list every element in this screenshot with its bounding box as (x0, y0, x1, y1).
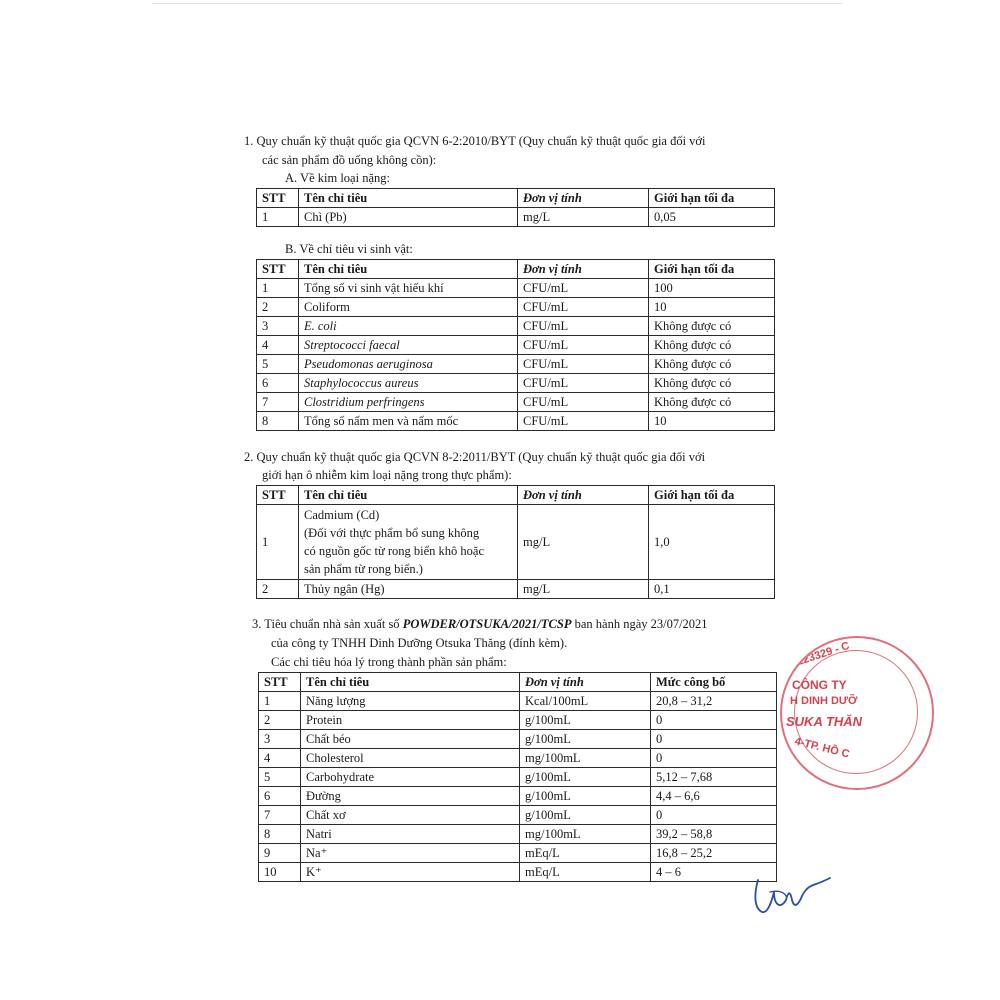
cell-name-line: Cadmium (Cd) (304, 508, 380, 522)
cell-name: K⁺ (301, 863, 520, 882)
table-row (259, 768, 777, 787)
standard-code: POWDER/OTSUKA/2021/TCSP (402, 617, 572, 631)
cell-name: Chì (Pb) (299, 208, 518, 227)
table-row (257, 298, 775, 317)
cell-stt: 1 (259, 692, 301, 711)
cell-limit: Không được có (649, 336, 775, 355)
header-name: Tên chỉ tiêu (299, 486, 518, 505)
seal-text-bottom: 4-TP. HỒ C (793, 735, 851, 761)
cell-limit: 10 (649, 298, 775, 317)
table-row (259, 692, 777, 711)
cell-stt: 7 (257, 393, 299, 412)
section1-intro-line1: 1. Quy chuẩn kỹ thuật quốc gia QCVN 6-2:2010/BYT (Quy chuẩn kỹ thuật quốc gia đối với (244, 134, 706, 148)
seal-text-name1: H DINH DƯỠ (790, 695, 858, 707)
cell-limit: Không được có (649, 393, 775, 412)
cell-stt: 4 (257, 336, 299, 355)
cell-name: Coliform (299, 298, 518, 317)
table-row (259, 787, 777, 806)
cell-unit: g/100mL (520, 730, 651, 749)
table-row (259, 806, 777, 825)
table-row (257, 336, 775, 355)
header-limit: Giới hạn tối đa (649, 486, 775, 505)
table-header-row (257, 189, 775, 208)
cell-limit: Không được có (649, 317, 775, 336)
cell-name: Thủy ngân (Hg) (299, 580, 518, 599)
cell-limit: Không được có (649, 355, 775, 374)
cell-name: E. coli (299, 317, 518, 336)
header-limit: Giới hạn tối đa (649, 260, 775, 279)
cell-declared: 4,4 – 6,6 (651, 787, 777, 806)
signature-initials (752, 870, 832, 922)
cell-stt: 4 (259, 749, 301, 768)
cell-unit: CFU/mL (518, 298, 649, 317)
cell-stt: 1 (257, 208, 299, 227)
physicochemical-table (258, 672, 777, 882)
cell-limit: 100 (649, 279, 775, 298)
cell-unit: mg/L (518, 580, 649, 599)
cell-name: Carbohydrate (301, 768, 520, 787)
cell-stt: 5 (259, 768, 301, 787)
section3-intro-prefix: 3. Tiêu chuẩn nhà sản xuất số (252, 617, 403, 631)
section1-intro-line2: các sản phẩm đồ uống không cồn): (262, 153, 437, 167)
cell-unit: g/100mL (520, 787, 651, 806)
cell-name: Na⁺ (301, 844, 520, 863)
table-row (257, 580, 775, 599)
cell-unit: CFU/mL (518, 374, 649, 393)
cell-stt: 6 (257, 374, 299, 393)
cell-stt: 2 (257, 298, 299, 317)
cell-name: Natri (301, 825, 520, 844)
cell-stt: 1 (257, 505, 299, 580)
cell-unit: mEq/L (520, 844, 651, 863)
cell-limit: 0,05 (649, 208, 775, 227)
table-row (259, 863, 777, 882)
table-row (259, 749, 777, 768)
cell-limit: 10 (649, 412, 775, 431)
table-row (257, 374, 775, 393)
table-row (257, 279, 775, 298)
table-row (259, 825, 777, 844)
cell-unit: mg/100mL (520, 749, 651, 768)
cell-declared: 0 (651, 806, 777, 825)
cell-declared: 16,8 – 25,2 (651, 844, 777, 863)
cell-unit: g/100mL (520, 768, 651, 787)
table-row (259, 711, 777, 730)
subsection-b-title: B. Về chỉ tiêu vi sinh vật: (285, 242, 413, 256)
cell-stt: 2 (259, 711, 301, 730)
table-row (257, 393, 775, 412)
seal-inner-ring (794, 650, 918, 774)
cell-stt: 3 (257, 317, 299, 336)
subsection-a-title: A. Về kim loại nặng: (285, 171, 390, 185)
cell-name-line: có nguồn gốc từ rong biển khô hoặc (304, 544, 484, 558)
cell-unit: mg/L (518, 505, 649, 580)
heavy-metal-limits-table (256, 485, 775, 599)
table-row (257, 317, 775, 336)
cell-unit: mEq/L (520, 863, 651, 882)
table-row (257, 412, 775, 431)
seal-text-name2: SUKA THĂN (786, 714, 863, 729)
cell-unit: CFU/mL (518, 355, 649, 374)
cell-unit: mg/L (518, 208, 649, 227)
table-row (259, 730, 777, 749)
cell-name: Chất béo (301, 730, 520, 749)
cell-stt: 8 (257, 412, 299, 431)
header-unit: Đơn vị tính (520, 673, 651, 692)
cell-name: Pseudomonas aeruginosa (299, 355, 518, 374)
cell-name: Streptococci faecal (299, 336, 518, 355)
table-row (257, 505, 775, 580)
cell-unit: CFU/mL (518, 393, 649, 412)
header-stt: STT (257, 189, 299, 208)
cell-unit: CFU/mL (518, 279, 649, 298)
table-row (257, 208, 775, 227)
section3-intro-suffix: ban hành ngày 23/07/2021 (571, 617, 708, 631)
table-header-row (257, 486, 775, 505)
cell-name: Tổng số nấm men và nấm mốc (299, 412, 518, 431)
microbiology-table (256, 259, 775, 431)
header-name: Tên chỉ tiêu (299, 260, 518, 279)
cell-name: Staphylococcus aureus (299, 374, 518, 393)
table-row (257, 355, 775, 374)
cell-stt: 1 (257, 279, 299, 298)
table-header-row (259, 673, 777, 692)
cell-limit: 0,1 (649, 580, 775, 599)
cell-declared: 0 (651, 711, 777, 730)
cell-stt: 10 (259, 863, 301, 882)
header-limit: Giới hạn tối đa (649, 189, 775, 208)
table-row (259, 844, 777, 863)
cell-stt: 3 (259, 730, 301, 749)
section3-intro-line2: của công ty TNHH Dinh Dưỡng Otsuka Thăng (đính kèm). (271, 636, 568, 650)
cell-unit: Kcal/100mL (520, 692, 651, 711)
cell-stt: 5 (257, 355, 299, 374)
cell-declared: 4 – 6 (651, 863, 777, 882)
cell-unit: mg/100mL (520, 825, 651, 844)
cell-name: Clostridium perfringens (299, 393, 518, 412)
header-name: Tên chỉ tiêu (299, 189, 518, 208)
header-unit: Đơn vị tính (518, 189, 649, 208)
cell-declared: 20,8 – 31,2 (651, 692, 777, 711)
seal-text-company: CÔNG TY (792, 678, 847, 692)
section3-intro-line3: Các chỉ tiêu hóa lý trong thành phần sản phẩm: (271, 655, 507, 669)
cell-stt: 2 (257, 580, 299, 599)
cell-declared: 0 (651, 749, 777, 768)
cell-name: Chất xơ (301, 806, 520, 825)
header-name: Tên chỉ tiêu (301, 673, 520, 692)
cell-name-line: sản phẩm từ rong biển.) (304, 562, 423, 576)
cell-unit: CFU/mL (518, 412, 649, 431)
cell-stt: 6 (259, 787, 301, 806)
cell-name: Tổng số vi sinh vật hiếu khí (299, 279, 518, 298)
cell-unit: g/100mL (520, 806, 651, 825)
section2-intro-line2: giới hạn ô nhiễm kim loại nặng trong thực phẩm): (262, 468, 512, 482)
header-stt: STT (257, 486, 299, 505)
cell-declared: 39,2 – 58,8 (651, 825, 777, 844)
header-stt: STT (257, 260, 299, 279)
cell-name-line: (Đối với thực phẩm bổ sung không (304, 526, 480, 540)
section2-intro-line1: 2. Quy chuẩn kỹ thuật quốc gia QCVN 8-2:2011/BYT (Quy chuẩn kỹ thuật quốc gia đối với (244, 450, 706, 464)
cell-name: Năng lượng (301, 692, 520, 711)
heavy-metal-table (256, 188, 775, 227)
header-declared: Mức công bố (651, 673, 777, 692)
header-unit: Đơn vị tính (518, 260, 649, 279)
cell-declared: 5,12 – 7,68 (651, 768, 777, 787)
page-top-edge (152, 3, 842, 4)
cell-unit: CFU/mL (518, 317, 649, 336)
cell-name: Đường (301, 787, 520, 806)
cell-stt: 8 (259, 825, 301, 844)
seal-text-top: 123329 - C (795, 639, 851, 669)
header-unit: Đơn vị tính (518, 486, 649, 505)
cell-unit: g/100mL (520, 711, 651, 730)
cell-stt: 9 (259, 844, 301, 863)
company-seal-stamp (780, 636, 934, 790)
cell-unit: CFU/mL (518, 336, 649, 355)
table-header-row (257, 260, 775, 279)
section3-intro-line1 (252, 616, 708, 632)
cell-name: Cholesterol (301, 749, 520, 768)
cell-declared: 0 (651, 730, 777, 749)
cell-limit: Không được có (649, 374, 775, 393)
cell-name (299, 505, 518, 580)
cell-stt: 7 (259, 806, 301, 825)
cell-name: Protein (301, 711, 520, 730)
header-stt: STT (259, 673, 301, 692)
cell-limit: 1,0 (649, 505, 775, 580)
